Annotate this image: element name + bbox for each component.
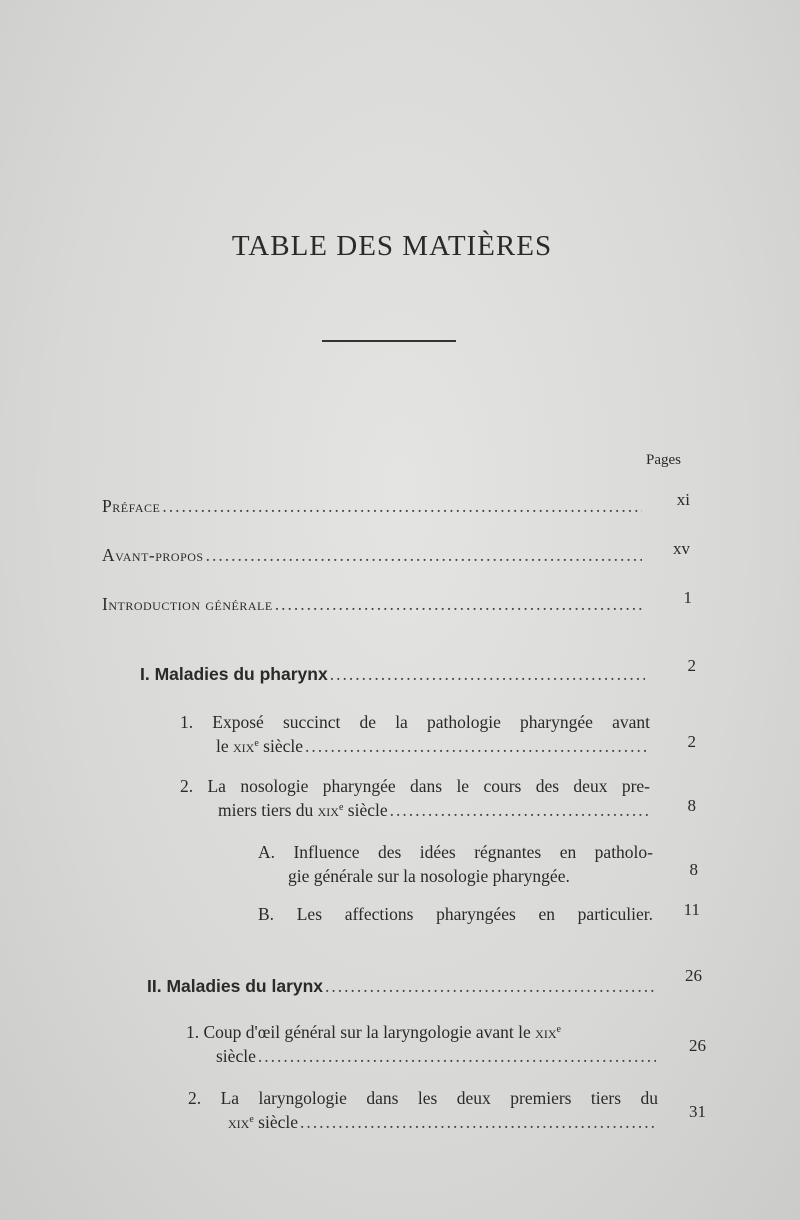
toc-subsection-pharynx-a: [258, 840, 653, 888]
toc-label: Introduction générale: [102, 594, 273, 614]
toc-line: 2. La laryngologie dans les deux premiers tiers du: [188, 1088, 658, 1108]
toc-page-larynx: 26: [685, 966, 702, 985]
toc-line: 1. Exposé succinct de la pathologie pharyngée avant: [180, 712, 650, 732]
toc-page-pharynx: 2: [687, 656, 696, 675]
toc-line-cont: miers tiers du xix$^e$ siècle: [218, 800, 388, 820]
toc-page-larynx-1: 26: [689, 1036, 706, 1055]
leader-dots: [325, 974, 654, 998]
toc-line-cont: gie générale sur la nosologie pharyngée.: [288, 866, 570, 886]
toc-page-introduction: 1: [683, 588, 692, 607]
toc-page-pharynx-a: 8: [689, 860, 698, 879]
toc-part-pharynx: [140, 662, 645, 686]
leader-dots: [275, 592, 642, 616]
toc-line: 1. Coup d'œil général sur la laryngologie avant le xix$^e$: [186, 1022, 561, 1042]
toc-section-larynx-2: [188, 1086, 658, 1134]
toc-entry-introduction: [102, 592, 642, 616]
toc-part-larynx: [147, 974, 654, 998]
page-title: TABLE DES MATIÈRES: [231, 230, 553, 262]
toc-page-larynx-2: 31: [689, 1102, 706, 1121]
leader-dots: [206, 543, 642, 567]
toc-entry-avant-propos: [102, 543, 642, 567]
toc-page-preface: xi: [676, 490, 690, 509]
toc-section-pharynx-1: [180, 710, 650, 758]
title-rule: [322, 340, 456, 342]
toc-page-pharynx-2: 8: [687, 796, 696, 815]
toc-label: II. Maladies du larynx: [147, 976, 324, 996]
leader-dots: [300, 1110, 658, 1134]
toc-section-larynx-1: [186, 1020, 656, 1068]
toc-subsection-pharynx-b: [258, 902, 653, 926]
toc-entry-preface: [102, 494, 642, 518]
toc-line-cont: xix$^e$ siècle: [228, 1112, 298, 1132]
toc-page-avant-propos: xv: [673, 539, 690, 558]
toc-line-cont: siècle: [216, 1046, 256, 1066]
pages-column-header: Pages: [646, 452, 681, 468]
toc-page-pharynx-1: 2: [687, 732, 696, 751]
toc-label: Préface: [102, 496, 161, 516]
toc-section-pharynx-2: [180, 774, 650, 822]
toc-page-pharynx-b: 11: [683, 900, 700, 919]
leader-dots: [330, 662, 645, 686]
leader-dots: [305, 734, 650, 758]
leader-dots: [162, 494, 642, 518]
toc-label: I. Maladies du pharynx: [140, 664, 328, 684]
toc-line: A. Influence des idées régnantes en patholo-: [258, 842, 653, 862]
toc-line: B. Les affections pharyngées en particulier.: [258, 904, 653, 924]
leader-dots: [390, 798, 650, 822]
leader-dots: [258, 1044, 656, 1068]
toc-label: Avant-propos: [102, 545, 204, 565]
toc-line-cont: le xix$^e$ siècle: [216, 736, 304, 756]
toc-line: 2. La nosologie pharyngée dans le cours des deux pre-: [180, 776, 650, 796]
